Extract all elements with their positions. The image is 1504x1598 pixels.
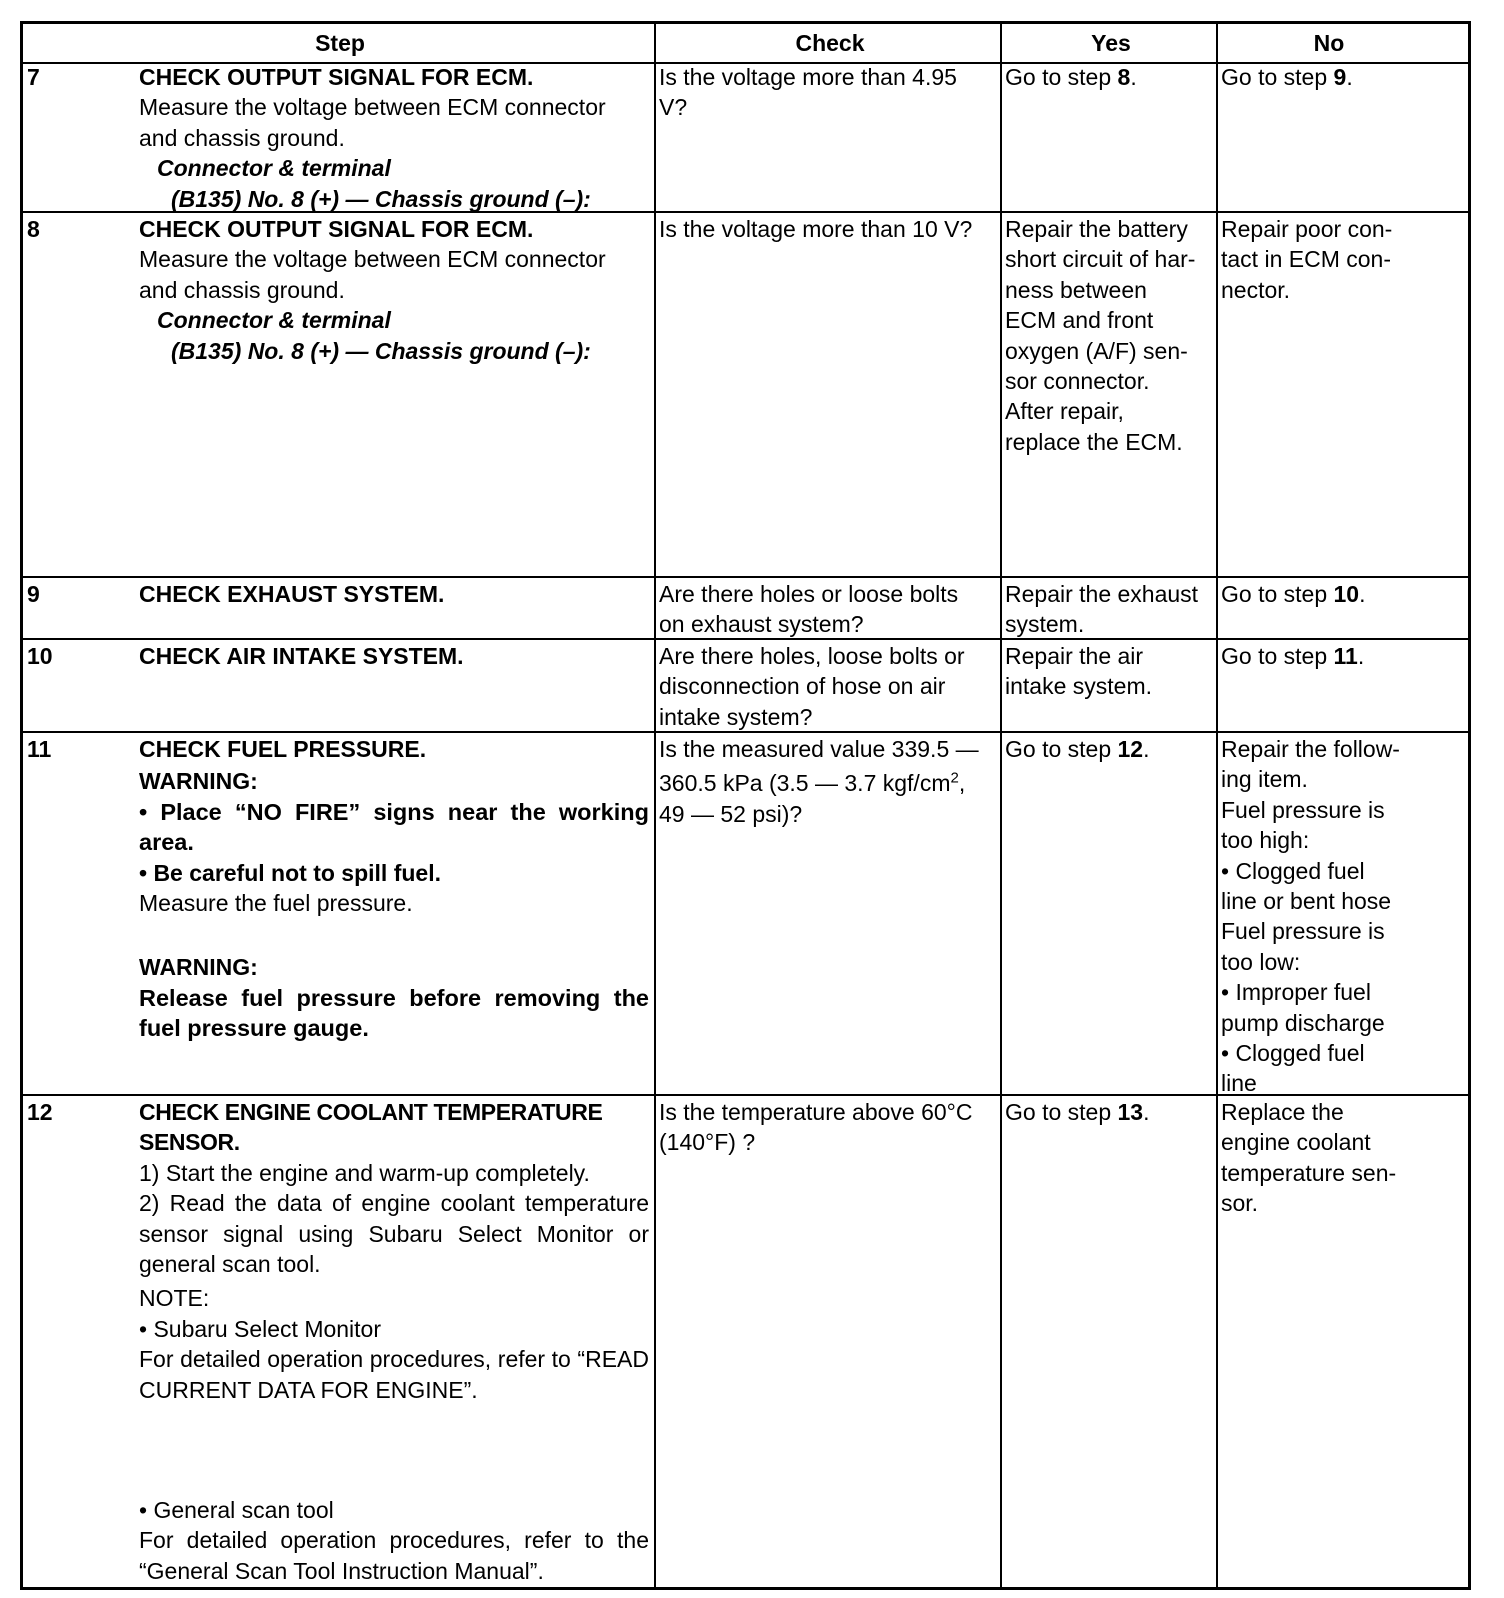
yes-cell	[1005, 214, 1221, 457]
warning-bullet: • Be careful not to spill fuel.	[139, 859, 441, 886]
yes-cell	[1005, 734, 1221, 764]
yes-text: Go to step	[1005, 64, 1118, 90]
check-text: 49 — 52 psi)?	[659, 800, 803, 827]
yes-text: short circuit of har-	[1005, 246, 1196, 273]
no-text: .	[1359, 581, 1366, 607]
connector-label: Connector & terminal	[157, 155, 391, 182]
connector-label: Connector & terminal	[157, 307, 391, 334]
column-divider	[654, 24, 656, 1587]
step-cell	[139, 641, 651, 671]
no-text: temperature sen-	[1221, 1159, 1397, 1186]
yes-text: system.	[1005, 611, 1085, 638]
check-cell	[659, 579, 1005, 640]
superscript: 2	[950, 769, 959, 787]
note-bullet: • Subaru Select Monitor	[139, 1315, 382, 1342]
step-title: CHECK AIR INTAKE SYSTEM.	[139, 643, 464, 669]
yes-text: Repair the exhaust	[1005, 581, 1199, 607]
yes-cell	[1005, 1097, 1221, 1127]
step-text: Measure the fuel pressure.	[139, 890, 413, 917]
step-title: CHECK ENGINE COOLANT TEMPERATURE SENSOR.	[139, 1099, 603, 1156]
no-text: too high:	[1221, 827, 1310, 854]
check-cell	[659, 734, 1005, 829]
step-number: 7	[27, 64, 40, 90]
warning-heading: WARNING:	[139, 954, 258, 981]
no-cell	[1221, 579, 1441, 609]
yes-text: Go to step	[1005, 736, 1118, 762]
yes-step-link: 13	[1117, 1099, 1144, 1125]
step-cell	[139, 579, 651, 609]
no-text: ing item.	[1221, 766, 1308, 793]
no-text: engine coolant	[1221, 1129, 1371, 1156]
check-text: Is the voltage more than 10 V?	[659, 216, 973, 242]
header-step: Step	[315, 30, 365, 56]
warning-heading: WARNING:	[139, 768, 258, 795]
no-text: Go to step	[1221, 581, 1334, 607]
step-number: 10	[27, 643, 53, 669]
yes-text: ness between	[1005, 276, 1147, 303]
no-text: nector.	[1221, 276, 1291, 303]
check-cell	[659, 214, 1005, 244]
yes-text: ECM and front	[1005, 307, 1154, 334]
note-bullet: • General scan tool	[139, 1497, 334, 1524]
check-text: Is the measured value 339.5 —	[659, 736, 979, 762]
step-text: 1) Start the engine and warm-up completely.	[139, 1159, 590, 1186]
yes-cell	[1005, 579, 1221, 640]
header-no: No	[1313, 30, 1345, 56]
check-text-part: 360.5 kPa (3.5 — 3.7 kgf/cm	[659, 770, 951, 797]
check-text-part: ,	[958, 770, 966, 797]
no-text: Repair poor con-	[1221, 216, 1393, 242]
yes-cell	[1005, 62, 1221, 92]
no-text: tact in ECM con-	[1221, 246, 1391, 273]
step-cell	[139, 214, 651, 366]
no-cell	[1221, 214, 1441, 305]
header-check: Check	[795, 30, 865, 56]
step-number: 8	[27, 216, 40, 242]
step-title: CHECK OUTPUT SIGNAL FOR ECM.	[139, 64, 534, 90]
check-cell	[659, 1097, 1005, 1158]
no-text: • Improper fuel	[1221, 979, 1371, 1006]
step-text: Measure the voltage between ECM connector	[139, 94, 606, 121]
step-number: 11	[27, 736, 52, 762]
check-text: Are there holes or loose bolts	[659, 581, 959, 607]
yes-text: intake system.	[1005, 673, 1152, 700]
no-text: too low:	[1221, 948, 1301, 975]
table-header	[23, 24, 1468, 64]
yes-cell	[1005, 641, 1221, 702]
no-text: Go to step	[1221, 64, 1334, 90]
step-text: 2) Read the data of engine coolant temperature sensor signal using Subaru Select Monitor or general scan tool.	[139, 1190, 649, 1278]
no-cell	[1221, 62, 1441, 92]
check-cell	[659, 62, 1005, 123]
diagnostic-table	[20, 21, 1471, 1590]
no-cell	[1221, 641, 1441, 671]
step-text: Measure the voltage between ECM connector	[139, 246, 606, 273]
check-text: intake system?	[659, 703, 813, 730]
no-text: .	[1346, 64, 1353, 90]
connector-value: (B135) No. 8 (+) — Chassis ground (–):	[171, 185, 591, 212]
step-text: and chassis ground.	[139, 276, 345, 303]
yes-text: sor connector.	[1005, 368, 1150, 395]
step-cell	[139, 734, 649, 1044]
check-text: Is the voltage more than 4.95	[659, 64, 957, 90]
yes-text: Go to step	[1005, 1099, 1118, 1125]
yes-text: After repair,	[1005, 398, 1124, 425]
no-step-link: 9	[1333, 64, 1347, 90]
row-divider	[23, 576, 1468, 578]
check-text: (140°F) ?	[659, 1129, 756, 1156]
check-text: Are there holes, loose bolts or	[659, 643, 965, 669]
no-text: Repair the follow-	[1221, 736, 1400, 762]
note-heading: NOTE:	[139, 1285, 210, 1312]
no-text: Fuel pressure is	[1221, 918, 1385, 945]
yes-text: .	[1143, 1099, 1150, 1125]
step-number: 9	[27, 581, 40, 607]
step-title: CHECK OUTPUT SIGNAL FOR ECM.	[139, 216, 534, 242]
yes-step-link: 12	[1117, 736, 1144, 762]
step-cell	[139, 1097, 649, 1586]
no-text: Go to step	[1221, 643, 1334, 669]
note-text: For detailed operation procedures, refer to the “General Scan Tool Instruction Manual”.	[139, 1527, 649, 1584]
no-text: • Clogged fuel	[1221, 857, 1365, 884]
check-text: on exhaust system?	[659, 611, 864, 638]
check-text: disconnection of hose on air	[659, 673, 946, 700]
no-text: sor.	[1221, 1190, 1259, 1217]
step-cell	[139, 62, 651, 214]
yes-text: Repair the battery	[1005, 216, 1188, 242]
warning-text: Release fuel pressure before removing the fuel pressure gauge.	[139, 984, 649, 1042]
header-yes: Yes	[1091, 30, 1131, 56]
step-title: CHECK FUEL PRESSURE.	[139, 736, 427, 762]
check-text	[659, 768, 1005, 798]
no-text: line or bent hose	[1221, 888, 1392, 915]
step-title: CHECK EXHAUST SYSTEM.	[139, 581, 445, 607]
yes-text: .	[1143, 736, 1150, 762]
check-text: V?	[659, 94, 688, 121]
step-text: and chassis ground.	[139, 124, 345, 151]
no-step-link: 10	[1333, 581, 1360, 607]
no-text: pump discharge	[1221, 1009, 1385, 1036]
no-text: .	[1357, 643, 1365, 669]
yes-text: replace the ECM.	[1005, 428, 1183, 455]
no-cell	[1221, 1097, 1441, 1219]
connector-value: (B135) No. 8 (+) — Chassis ground (–):	[171, 337, 591, 364]
yes-text: Repair the air	[1005, 643, 1144, 669]
yes-text: oxygen (A/F) sen-	[1005, 337, 1188, 364]
step-number: 12	[27, 1099, 53, 1125]
check-cell	[659, 641, 1005, 732]
no-text: Fuel pressure is	[1221, 796, 1385, 823]
no-text: line	[1221, 1070, 1257, 1097]
no-cell	[1221, 734, 1441, 1099]
no-text: Replace the	[1221, 1099, 1344, 1125]
yes-step-link: 8	[1117, 64, 1131, 90]
warning-bullet: • Place “NO FIRE” signs near the working area.	[139, 798, 649, 856]
no-step-link: 11	[1333, 643, 1358, 669]
note-text: For detailed operation procedures, refer to “READ CURRENT DATA FOR ENGINE”.	[139, 1346, 649, 1403]
check-text: Is the temperature above 60°C	[659, 1099, 973, 1125]
yes-text: .	[1130, 64, 1137, 90]
no-text: • Clogged fuel	[1221, 1040, 1365, 1067]
